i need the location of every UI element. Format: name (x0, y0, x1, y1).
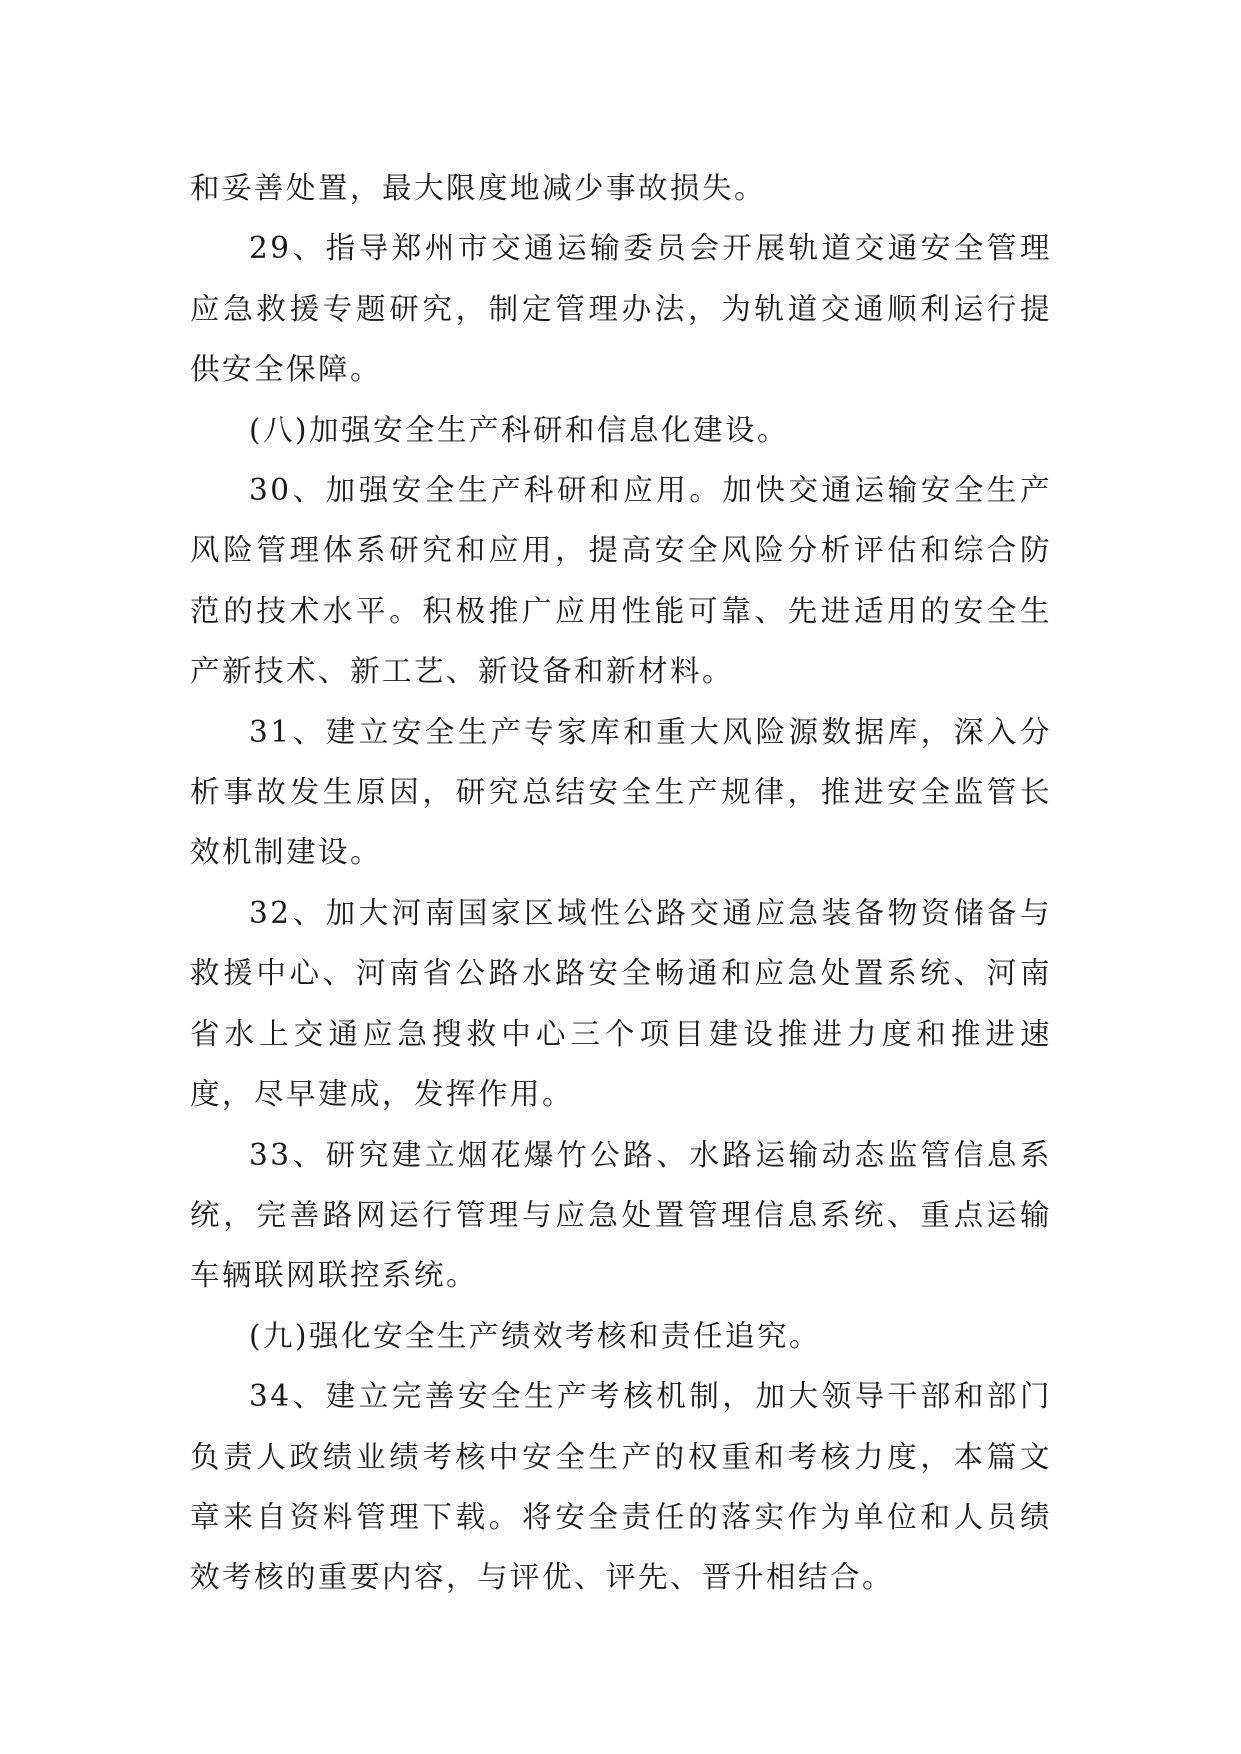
paragraph-item-34: 34、建立完善安全生产考核机制，加大领导干部和部门负责人政绩业绩考核中安全生产的权重和考核力度，本篇文章来自资料管理下载。将安全责任的落实作为单位和人员绩效考核的重要内容，与评优、评先、晋升相结合。 (190, 1379, 1052, 1595)
paragraph-continuation: 和妥善处置，最大限度地减少事故损失。 (190, 171, 767, 205)
paragraph-item-29: 29、指导郑州市交通运输委员会开展轨道交通安全管理应急救援专题研究，制定管理办法，为轨道交通顺利运行提供安全保障。 (190, 231, 1052, 387)
paragraph-item-31: 31、建立安全生产专家库和重大风险源数据库，深入分析事故发生原因，研究总结安全生产规律，推进安全监管长效机制建设。 (190, 714, 1052, 870)
section-heading-8: (八)加强安全生产科研和信息化建设。 (249, 412, 790, 447)
section-heading-9: (九)强化安全生产绩效考核和责任追究。 (249, 1318, 822, 1353)
paragraph-item-30: 30、加强安全生产科研和应用。加快交通运输安全生产风险管理体系研究和应用，提高安全风险分析评估和综合防范的技术水平。积极推广应用性能可靠、先进适用的安全生产新技术、新工艺、新设备和新材料。 (190, 473, 1052, 689)
paragraph-item-33: 33、研究建立烟花爆竹公路、水路运输动态监管信息系统，完善路网运行管理与应急处置管理信息系统、重点运输车辆联网联控系统。 (190, 1137, 1052, 1293)
paragraph-item-32: 32、加大河南国家区域性公路交通应急装备物资储备与救援中心、河南省公路水路安全畅通和应急处置系统、河南省水上交通应急搜救中心三个项目建设推进力度和推进速度，尽早建成，发挥作用。 (190, 895, 1052, 1112)
document-body (190, 158, 1052, 1608)
